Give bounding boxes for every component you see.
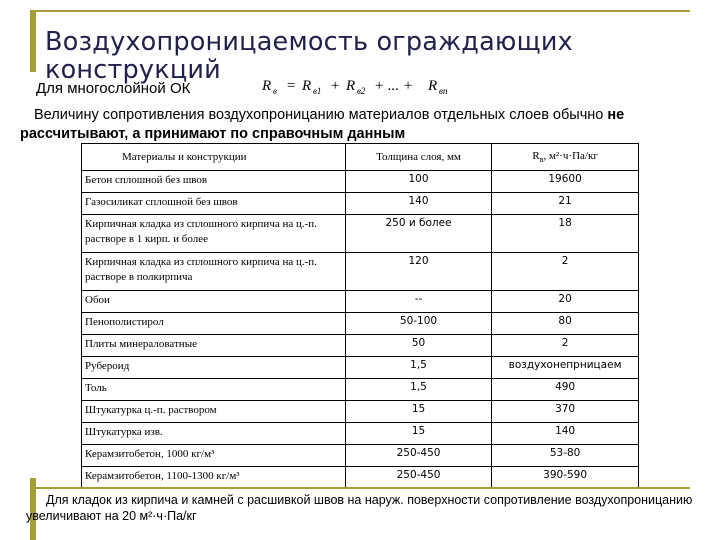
accent-line-bottom [30, 487, 690, 489]
table-row [82, 401, 639, 423]
formula-term-1: R [302, 78, 312, 94]
cell-thickness: 250 и более [345, 215, 491, 253]
cell-material: Керамзитобетон, 1100-1300 кг/м³ [82, 467, 346, 489]
cell-resistance: 80 [492, 313, 639, 335]
cell-material: Кирпичная кладка из сплошного кирпича на ц.-п. растворе в полкирпича [82, 253, 346, 291]
cell-thickness: 15 [345, 423, 491, 445]
intro-text: Величину сопротивления воздухопроницанию материалов отдельных слоев обычно [34, 107, 608, 123]
cell-material: Керамзитобетон, 1000 кг/м³ [82, 445, 346, 467]
formula-equals: = [286, 78, 297, 94]
header-material: Материалы и конструкции [82, 144, 346, 171]
cell-resistance: 370 [492, 401, 639, 423]
cell-resistance: 20 [492, 291, 639, 313]
cell-resistance: 490 [492, 379, 639, 401]
accent-bar-top [30, 10, 36, 72]
cell-resistance: воздухонепрницаем [492, 357, 639, 379]
cell-thickness: 50-100 [345, 313, 491, 335]
formula-lhs-sub: в [273, 86, 277, 96]
table-header-row [82, 144, 639, 171]
cell-resistance: 2 [492, 335, 639, 357]
formula-term-1-sub: в1 [313, 86, 322, 96]
formula-plus-2: + ... + [374, 78, 413, 94]
cell-thickness: 1,5 [345, 379, 491, 401]
intro-bold-text: не рассчитывают, а принимают по справочным данным [20, 107, 625, 142]
formula-term-2-sub: в2 [357, 86, 366, 96]
cell-resistance: 53-80 [492, 445, 639, 467]
cell-resistance: 140 [492, 423, 639, 445]
accent-line-top [30, 10, 690, 12]
table-row [82, 379, 639, 401]
cell-material: Обои [82, 291, 346, 313]
slide-title: Воздухопроницаемость ограждающих конструкций [45, 27, 573, 85]
table-row [82, 357, 639, 379]
cell-resistance: 19600 [492, 171, 639, 193]
footer-note: Для кладок из кирпича и камней с расшивкой швов на наруж. поверхности сопротивление воздухопроницанию увеличивают на 20 м²·ч·Па/кг [26, 493, 693, 523]
cell-material: Пенополистирол [82, 313, 346, 335]
formula-lhs: R [262, 78, 272, 94]
table-row [82, 467, 639, 489]
cell-thickness: 120 [345, 253, 491, 291]
cell-thickness: 15 [345, 401, 491, 423]
cell-material: Штукатурка изв. [82, 423, 346, 445]
header-thickness: Толщина слоя, мм [345, 144, 491, 171]
table-row [82, 215, 639, 253]
cell-material: Кирпичная кладка из сплошного кирпича на ц.-п. растворе в 1 кирп. и более [82, 215, 346, 253]
cell-thickness: 250-450 [345, 467, 491, 489]
cell-material: Бетон сплошной без швов [82, 171, 346, 193]
table-row [82, 253, 639, 291]
formula-plus-1: + [330, 78, 341, 94]
subtitle: Для многослойной ОК [36, 80, 191, 97]
table-row [82, 193, 639, 215]
cell-thickness: 140 [345, 193, 491, 215]
cell-material: Плиты минераловатные [82, 335, 346, 357]
cell-resistance: 18 [492, 215, 639, 253]
cell-thickness: -- [345, 291, 491, 313]
cell-thickness: 100 [345, 171, 491, 193]
permeability-table [81, 143, 639, 489]
cell-material: Штукатурка ц.-п. раствором [82, 401, 346, 423]
header-resistance: $R_в$, м²·ч·Па/кг [492, 144, 639, 171]
formula [262, 72, 462, 102]
table-row [82, 445, 639, 467]
formula-term-n-sub: вn [439, 86, 448, 96]
cell-material: Толь [82, 379, 346, 401]
cell-material: Газосиликат сплошной без швов [82, 193, 346, 215]
cell-resistance: 390-590 [492, 467, 639, 489]
formula-term-n: R [428, 78, 438, 94]
table-row [82, 171, 639, 193]
cell-resistance: 2 [492, 253, 639, 291]
cell-thickness: 50 [345, 335, 491, 357]
table-row [82, 423, 639, 445]
intro-paragraph [20, 106, 710, 144]
cell-resistance: 21 [492, 193, 639, 215]
table-row [82, 313, 639, 335]
cell-thickness: 250-450 [345, 445, 491, 467]
formula-term-2: R [346, 78, 356, 94]
table-row [82, 291, 639, 313]
cell-material: Рубероид [82, 357, 346, 379]
table-row [82, 335, 639, 357]
cell-thickness: 1,5 [345, 357, 491, 379]
